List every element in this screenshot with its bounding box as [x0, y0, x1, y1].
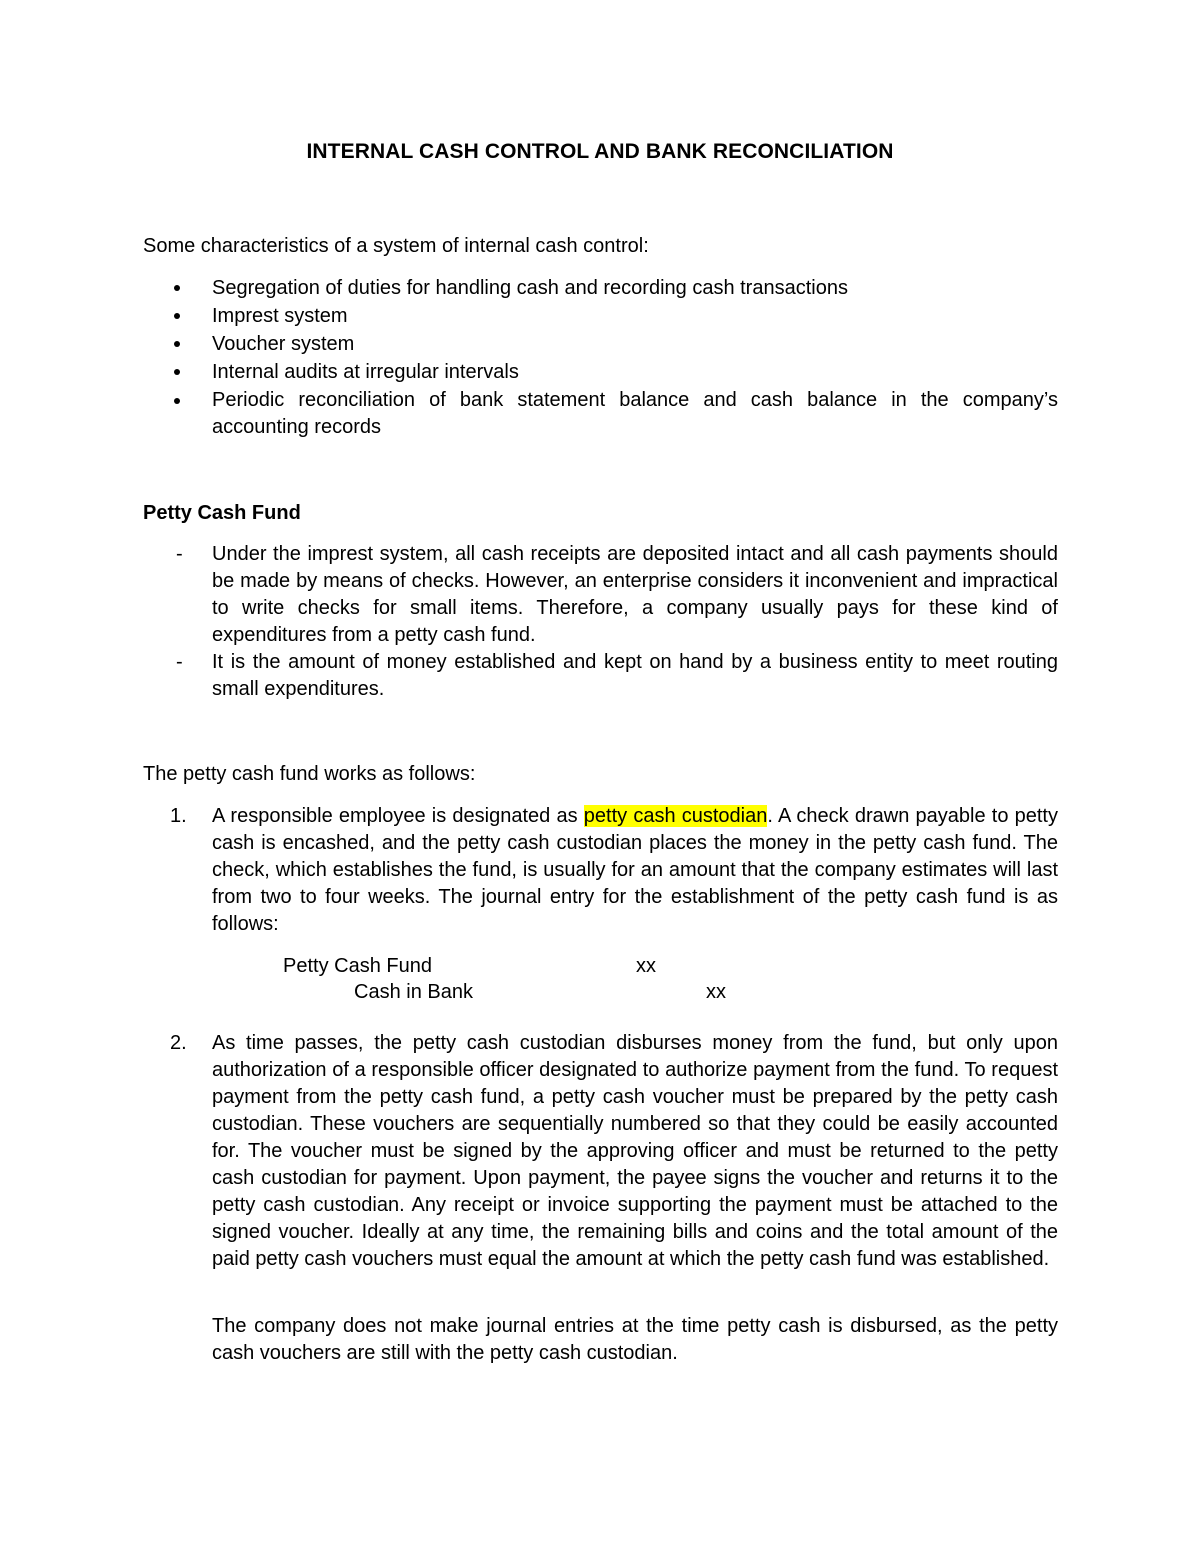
- bullet-icon: [174, 369, 180, 375]
- bullet-icon: [174, 398, 180, 404]
- step-number: 1.: [170, 805, 187, 827]
- section-heading: Petty Cash Fund: [143, 502, 301, 524]
- bullet-icon: [174, 313, 180, 319]
- bullet-icon: [174, 285, 180, 291]
- credit-account: Cash in Bank: [354, 981, 473, 1003]
- page-title: INTERNAL CASH CONTROL AND BANK RECONCILIATION: [306, 140, 894, 163]
- highlighted-term: petty cash custodian: [583, 805, 768, 827]
- dash-marker: -: [176, 543, 183, 565]
- step-text-before: A responsible employee is designated as: [212, 805, 584, 827]
- bullet-text: Segregation of duties for handling cash and recording cash transactions: [212, 277, 848, 299]
- bullet-text: Periodic reconciliation of bank statement balance and cash balance in the company’s accounting records: [212, 389, 1058, 438]
- works-intro: The petty cash fund works as follows:: [143, 763, 476, 785]
- debit-account: Petty Cash Fund: [283, 955, 432, 977]
- step-number: 2.: [170, 1032, 187, 1054]
- bullet-text: Imprest system: [212, 305, 348, 327]
- dash-marker: -: [176, 651, 183, 673]
- dash-text: Under the imprest system, all cash receipts are deposited intact and all cash payments should be made by means of checks. However, an enterprise considers it inconvenient and impractical to write checks for small items. Therefore, a company usually pays for these kind of expenditures from a petty cash fund.: [212, 543, 1058, 646]
- intro-text: Some characteristics of a system of internal cash control:: [143, 235, 649, 257]
- step-text-after: . A check drawn payable to petty cash is encashed, and the petty cash custodian places the money in the petty cash fund. The check, which establishes the fund, is usually for an amount that the company estimates will last from two to four weeks. The journal entry for the establishment of the petty cash fund is as follows:: [212, 805, 1058, 935]
- bullet-text: Internal audits at irregular intervals: [212, 361, 519, 383]
- dash-text: It is the amount of money established and kept on hand by a business entity to meet routing small expenditures.: [212, 651, 1058, 700]
- bullet-text: Voucher system: [212, 333, 355, 355]
- step-text: [212, 803, 1058, 938]
- credit-amount: xx: [706, 981, 726, 1003]
- step-text: As time passes, the petty cash custodian disburses money from the fund, but only upon authorization of a responsible officer designated to authorize payment from the fund. To request payment from the petty cash fund, a petty cash voucher must be prepared by the petty cash custodian. These vouchers are sequentially numbered so that they could be easily accounted for. The voucher must be signed by the approving officer and must be returned to the petty cash custodian for payment. Upon payment, the payee signs the voucher and returns it to the petty cash custodian. Any receipt or invoice supporting the payment must be attached to the signed voucher. Ideally at any time, the remaining bills and coins and the total amount of the paid petty cash vouchers must equal the amount at which the petty cash fund was established.: [212, 1032, 1058, 1270]
- debit-amount: xx: [636, 955, 656, 977]
- bullet-icon: [174, 341, 180, 347]
- step-note: The company does not make journal entries at the time petty cash is disbursed, as the petty cash vouchers are still with the petty cash custodian.: [212, 1315, 1058, 1364]
